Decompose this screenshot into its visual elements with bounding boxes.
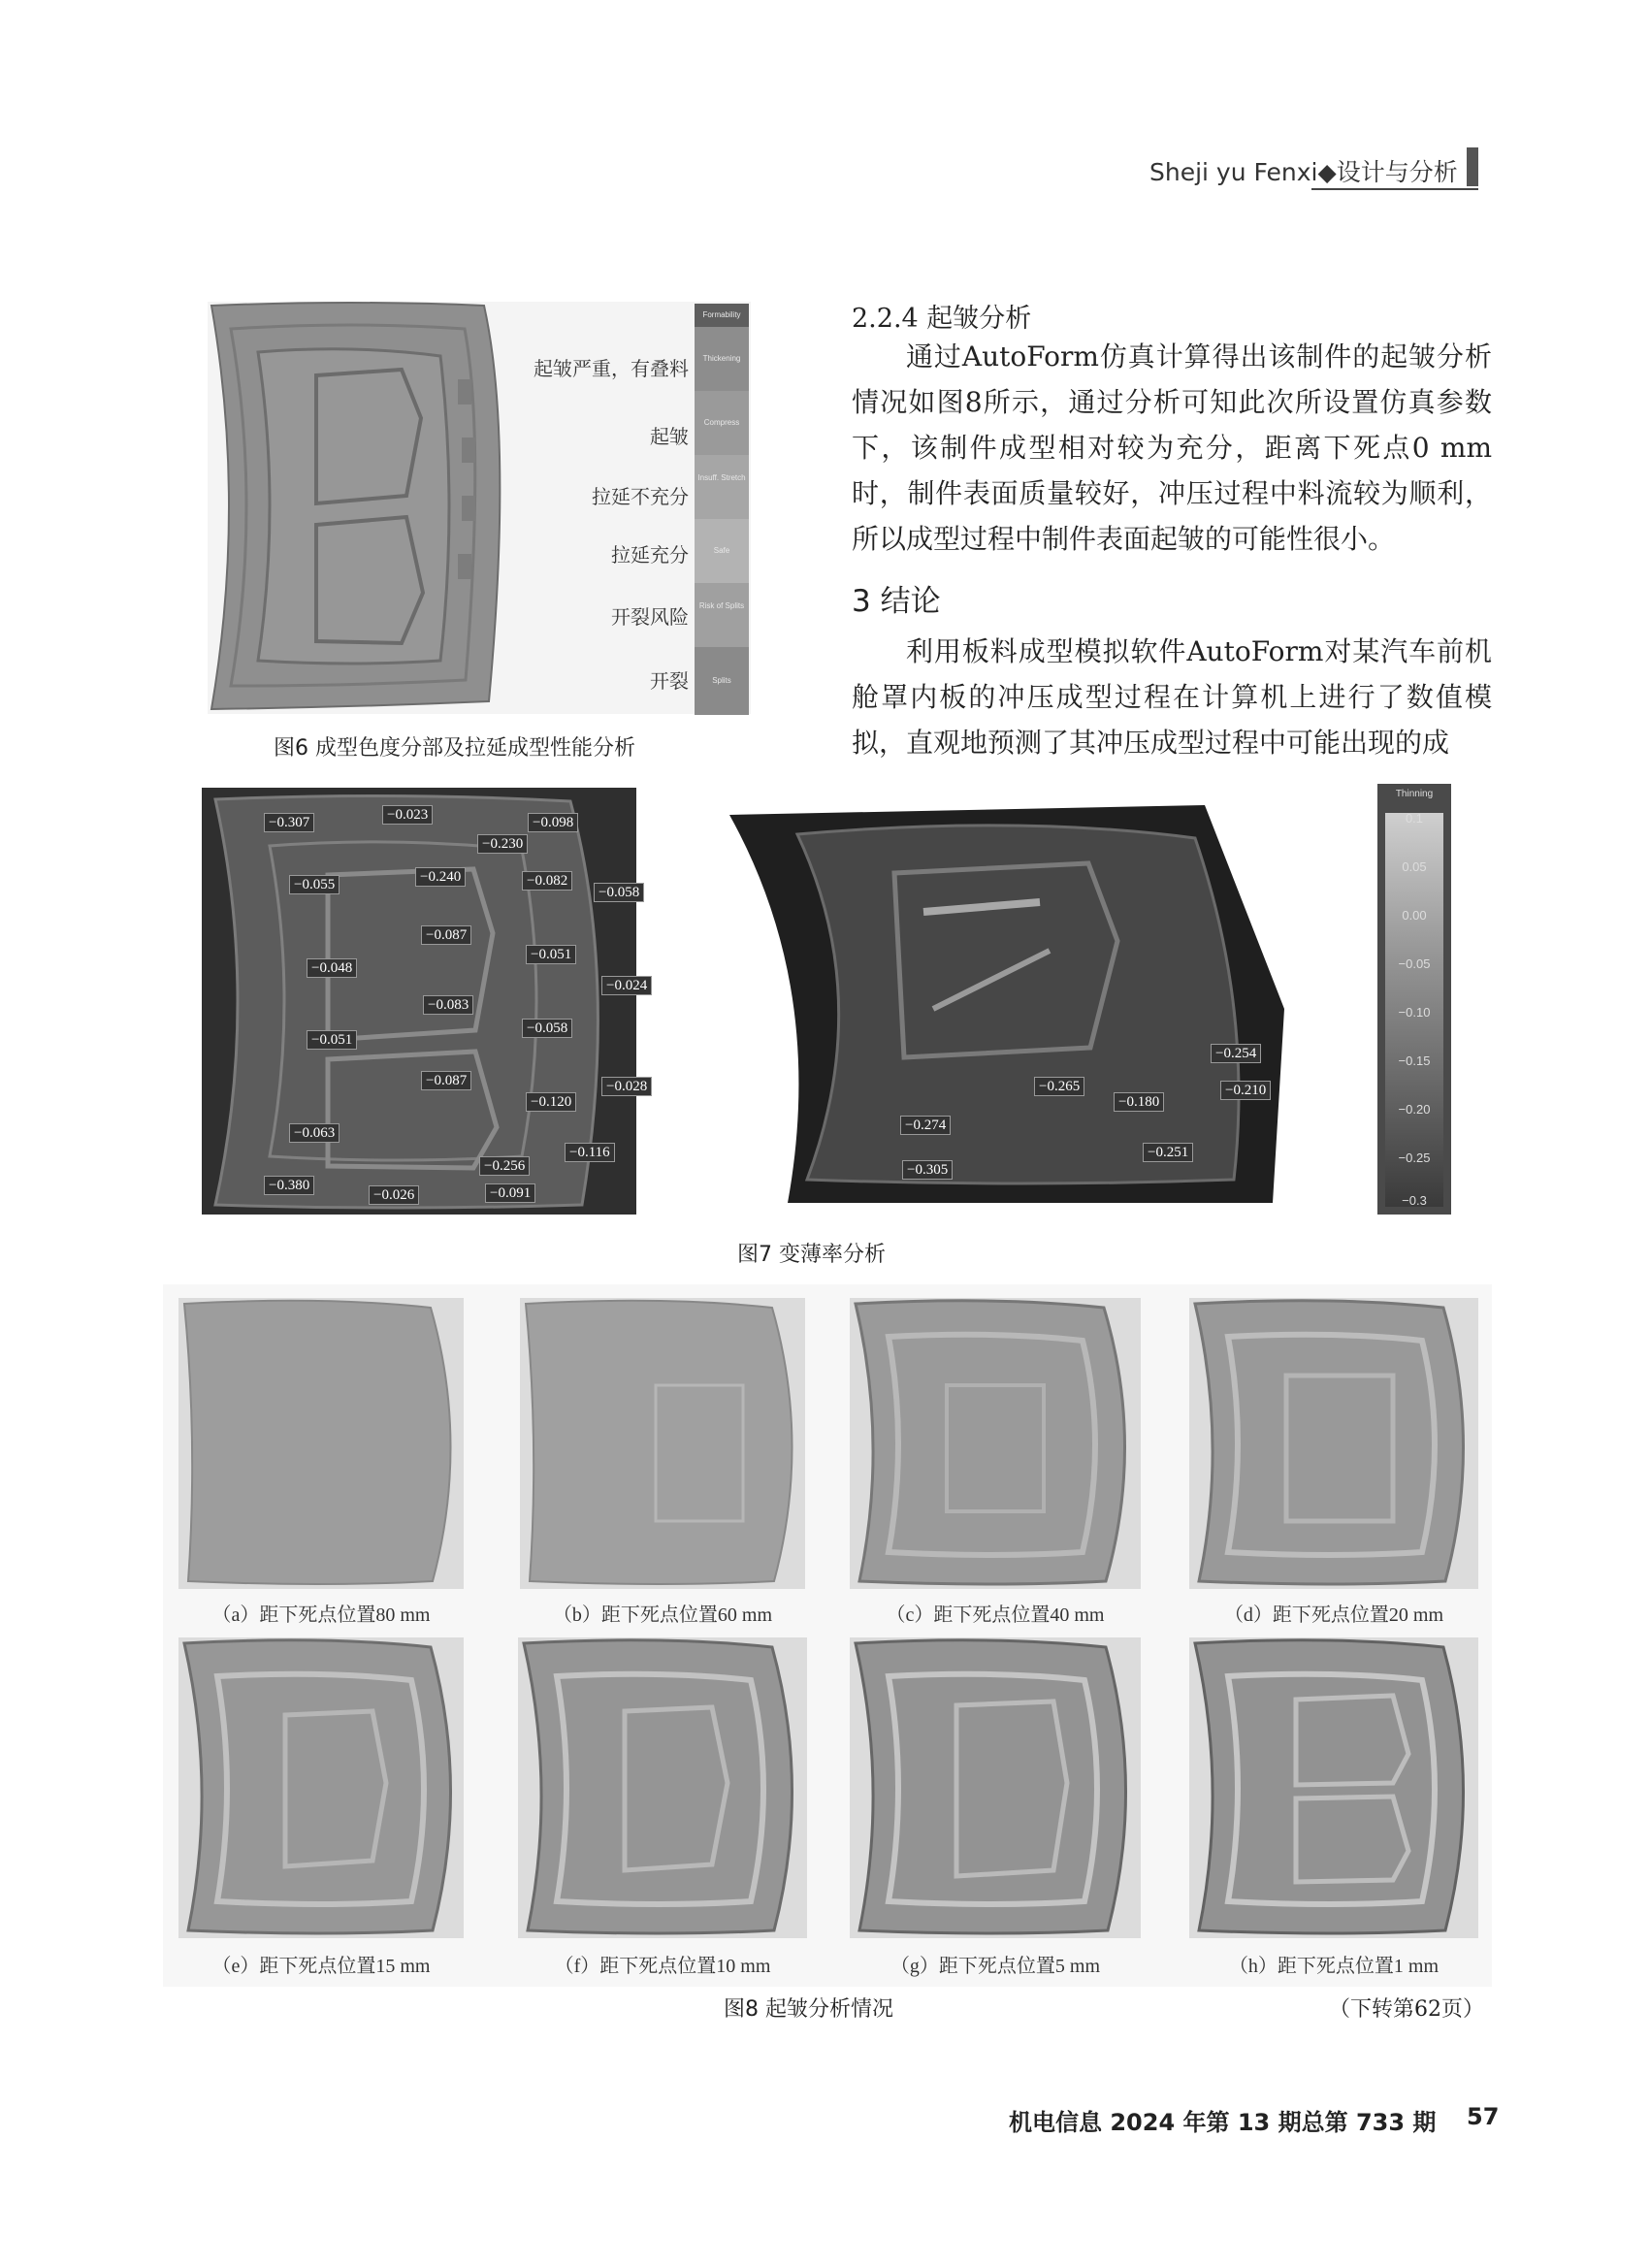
callout: −0.051 — [307, 1030, 357, 1050]
panel-caption: （c）距下死点位置40 mm — [886, 1604, 1105, 1626]
journal-footer: 机电信息 2024 年第 13 期总第 733 期 — [1009, 2109, 1437, 2136]
figure8-panel-d — [1189, 1298, 1478, 1589]
header-rule — [1311, 188, 1478, 190]
callout: −0.307 — [264, 813, 314, 832]
callout: −0.083 — [423, 995, 473, 1015]
figure8-panel-a — [178, 1298, 464, 1589]
section-224-heading: 2.2.4 起皱分析 — [852, 304, 1032, 334]
callout: −0.265 — [1034, 1077, 1084, 1096]
figure7-right — [729, 795, 1284, 1203]
figure8-caption: 图8 起皱分析情况 — [724, 1997, 893, 2022]
panel-caption: （a）距下死点位置80 mm — [211, 1604, 431, 1626]
callout: −0.028 — [601, 1077, 652, 1096]
callout: −0.087 — [421, 1071, 471, 1090]
label-split: 开裂 — [650, 669, 689, 693]
section-3-heading: 3 结论 — [852, 584, 941, 619]
formability-scale-title: Formability — [695, 304, 749, 327]
thinning-scale-title: Thinning — [1395, 789, 1434, 799]
thinning-gradient — [1385, 813, 1443, 1207]
thinning-tick: −0.10 — [1398, 1005, 1431, 1020]
thinning-tick: −0.25 — [1398, 1150, 1431, 1165]
figure8-panel-b — [520, 1298, 805, 1589]
callout: −0.240 — [415, 867, 466, 887]
thinning-tick: −0.05 — [1398, 956, 1431, 971]
panel-caption: （f）距下死点位置10 mm — [554, 1956, 771, 1977]
callout: −0.058 — [522, 1019, 572, 1038]
label-risk-split: 开裂风险 — [611, 605, 689, 629]
callout: −0.274 — [900, 1116, 951, 1135]
callout: −0.230 — [477, 834, 528, 854]
callout: −0.087 — [421, 925, 471, 945]
thinning-tick: −0.15 — [1398, 1053, 1431, 1068]
scale-compress: Compress — [695, 391, 749, 455]
callout: −0.023 — [382, 805, 433, 825]
figure7-right-plot — [729, 795, 1284, 1203]
callout: −0.120 — [526, 1092, 576, 1112]
callout: −0.098 — [528, 813, 578, 832]
scale-safe: Safe — [695, 519, 749, 583]
thinning-tick: 0.05 — [1402, 859, 1427, 874]
label-safe: 拉延充分 — [611, 543, 689, 567]
callout: −0.058 — [594, 883, 644, 902]
callout: −0.380 — [264, 1176, 314, 1195]
figure8-panel-f — [518, 1637, 807, 1938]
figure6-caption: 图6 成型色度分部及拉延成型性能分析 — [274, 736, 635, 761]
callout: −0.082 — [522, 871, 572, 891]
callout: −0.180 — [1114, 1092, 1164, 1112]
scale-thickening: Thickening — [695, 327, 749, 391]
callout: −0.091 — [485, 1183, 535, 1203]
scale-insuff-stretch: Insuff. Stretch — [695, 455, 749, 519]
panel-caption: （b）距下死点位置60 mm — [552, 1604, 773, 1626]
callout: −0.251 — [1143, 1143, 1193, 1162]
formability-scale — [695, 304, 749, 715]
callout: −0.026 — [369, 1185, 419, 1205]
label-wrinkle: 起皱 — [650, 425, 689, 448]
thinning-tick: 0.1 — [1405, 811, 1424, 826]
section-224-paragraph: 通过AutoForm仿真计算得出该制件的起皱分析情况如图8所示，通过分析可知此次所设置仿真参数下，该制件成型相对较为充分，距离下死点0 mm时，制件表面质量较好，冲压过程中料流较为顺利，所以成型过程中制件表面起皱的可能性很小。 — [852, 340, 1492, 555]
figure8-panel-c — [850, 1298, 1141, 1589]
label-severe-wrinkle: 起皱严重，有叠料 — [534, 357, 689, 380]
section-3-paragraph: 利用板料成型模拟软件AutoForm对某汽车前机舱罩内板的冲压成型过程在计算机上进行了数值模拟，直观地预测了其冲压成型过程中可能出现的成 — [852, 635, 1492, 759]
panel-caption: （g）距下死点位置5 mm — [890, 1956, 1101, 1977]
thinning-tick: −0.20 — [1398, 1102, 1431, 1117]
page-number: 57 — [1467, 2103, 1500, 2130]
panel-caption: （e）距下死点位置15 mm — [211, 1956, 431, 1977]
callout: −0.048 — [307, 958, 357, 978]
callout: −0.254 — [1211, 1044, 1261, 1063]
callout: −0.063 — [289, 1123, 340, 1143]
figure8-panel-h — [1189, 1637, 1478, 1938]
callout: −0.051 — [526, 945, 576, 964]
callout: −0.256 — [479, 1156, 530, 1176]
callout: −0.210 — [1220, 1081, 1271, 1100]
figure8-panel-e — [178, 1637, 464, 1938]
scale-risk-of-splits: Risk of Splits — [695, 583, 749, 647]
thinning-tick: −0.3 — [1402, 1193, 1427, 1208]
figure7-caption: 图7 变薄率分析 — [737, 1243, 886, 1267]
panel-caption: （d）距下死点位置20 mm — [1223, 1604, 1444, 1626]
scale-splits: Splits — [695, 647, 749, 715]
thinning-tick: 0.00 — [1402, 908, 1427, 923]
continued-note: （下转第62页） — [1329, 1997, 1484, 2022]
label-insufficient-stretch: 拉延不充分 — [592, 485, 689, 508]
callout: −0.024 — [601, 976, 652, 995]
panel-caption: （h）距下死点位置1 mm — [1228, 1956, 1440, 1977]
callout: −0.305 — [902, 1160, 953, 1180]
callout: −0.055 — [289, 875, 340, 894]
running-header: Sheji yu Fenxi◆设计与分析 — [1149, 158, 1458, 186]
thinning-scale — [1377, 784, 1451, 1215]
figure8-panel-g — [850, 1637, 1141, 1938]
header-bar — [1467, 147, 1478, 186]
callout: −0.116 — [565, 1143, 615, 1162]
